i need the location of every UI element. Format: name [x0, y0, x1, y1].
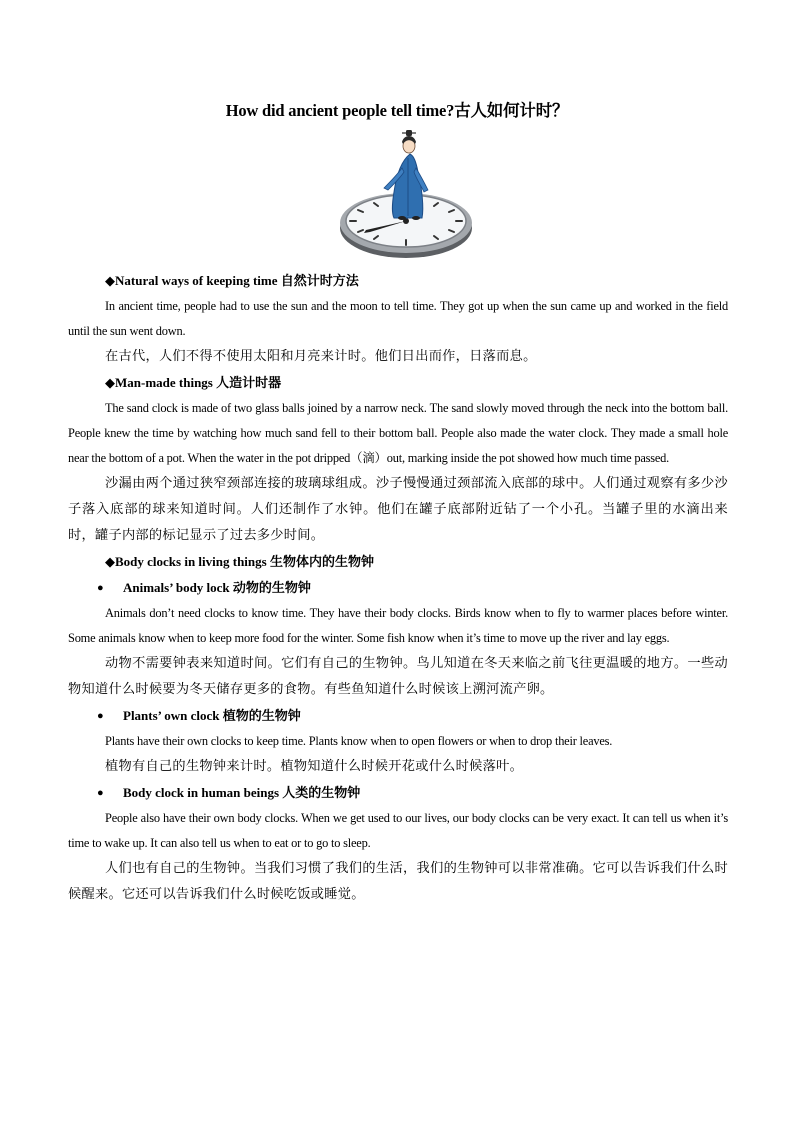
section-heading-text: Body clocks in living things 生物体内的生物钟: [115, 554, 374, 569]
section-heading-text: Natural ways of keeping time 自然计时方法: [115, 273, 359, 288]
subheading-text: Animals’ body lock 动物的生物钟: [123, 580, 311, 595]
paragraph-en-plants: Plants have their own clocks to keep time. Plants know when to open flowers or when to drop their leaves.: [105, 734, 613, 748]
diamond-bullet-icon: ◆: [105, 554, 115, 569]
clock-with-ancient-figure-icon: [336, 128, 478, 260]
subheading-text: Body clock in human beings 人类的生物钟: [123, 785, 361, 800]
paragraph-zh-humans: 人们也有自己的生物钟。当我们习惯了我们的生活，我们的生物钟可以非常准确。它可以告诉我们什么时候醒来。它还可以告诉我们什么时候吃饭或睡觉。: [68, 861, 728, 902]
document-title: How did ancient people tell time?古人如何计时？: [225, 101, 569, 120]
paragraph-zh-natural: 在古代，人们不得不使用太阳和月亮来计时。他们日出而作，日落而息。: [105, 349, 537, 364]
paragraph-en-natural: In ancient time, people had to use the sun and the moon to tell time. They got up when the sun came up and worked in the field until the sun went down.: [68, 299, 728, 338]
subheading-humans: [68, 780, 728, 806]
circle-bullet-icon: ●: [97, 582, 104, 594]
section-heading-manmade: [68, 370, 728, 396]
paragraph-zh-animals: 动物不需要钟表来知道时间。它们有自己的生物钟。鸟儿知道在冬天来临之前飞往更温暖的地方。一些动物知道什么时候要为冬天储存更多的食物。有些鱼知道什么时候该上溯河流产卵。: [68, 656, 728, 697]
paragraph-zh-plants: 植物有自己的生物钟来计时。植物知道什么时候开花或什么时候落叶。: [105, 759, 524, 774]
subheading-animals: [68, 575, 728, 601]
paragraph-en-manmade: The sand clock is made of two glass balls joined by a narrow neck. The sand slowly moved through the neck into the bottom ball. People knew the time by watching how much sand fell to their bottom ball. People also made the water clock. They made a small hole near the bottom of a pot. When the water in the pot dripped（滴）out, marking inside the pot showed how much time passed.: [68, 401, 728, 465]
section-heading-body-clocks: [68, 549, 728, 575]
subheading-text: Plants’ own clock 植物的生物钟: [123, 708, 301, 723]
section-heading-natural: [68, 268, 728, 294]
subheading-plants: [68, 703, 728, 729]
document-body: [68, 268, 728, 908]
diamond-bullet-icon: ◆: [105, 273, 115, 288]
circle-bullet-icon: ●: [97, 787, 104, 799]
paragraph-en-animals: Animals don’t need clocks to know time. They have their body clocks. Birds know when to fly to warmer places before winter. Some animals know when to keep more food for the winter. Some fish know when it’s time to move up the river and lay eggs.: [68, 606, 728, 645]
paragraph-zh-manmade: 沙漏由两个通过狭窄颈部连接的玻璃球组成。沙子慢慢通过颈部流入底部的球中。人们通过观察有多少沙子落入底部的球来知道时间。人们还制作了水钟。他们在罐子底部附近钻了一个小孔。当罐子里的水滴出来时，罐子内部的标记显示了过去多少时间。: [68, 476, 728, 543]
paragraph-en-humans: People also have their own body clocks. When we get used to our lives, our body clocks can be very exact. It can tell us when it’s time to wake up. It can also tell us when to eat or to go to sleep.: [68, 811, 728, 850]
circle-bullet-icon: ●: [97, 710, 104, 722]
diamond-bullet-icon: ◆: [105, 375, 115, 390]
section-heading-text: Man-made things 人造计时器: [115, 375, 282, 390]
